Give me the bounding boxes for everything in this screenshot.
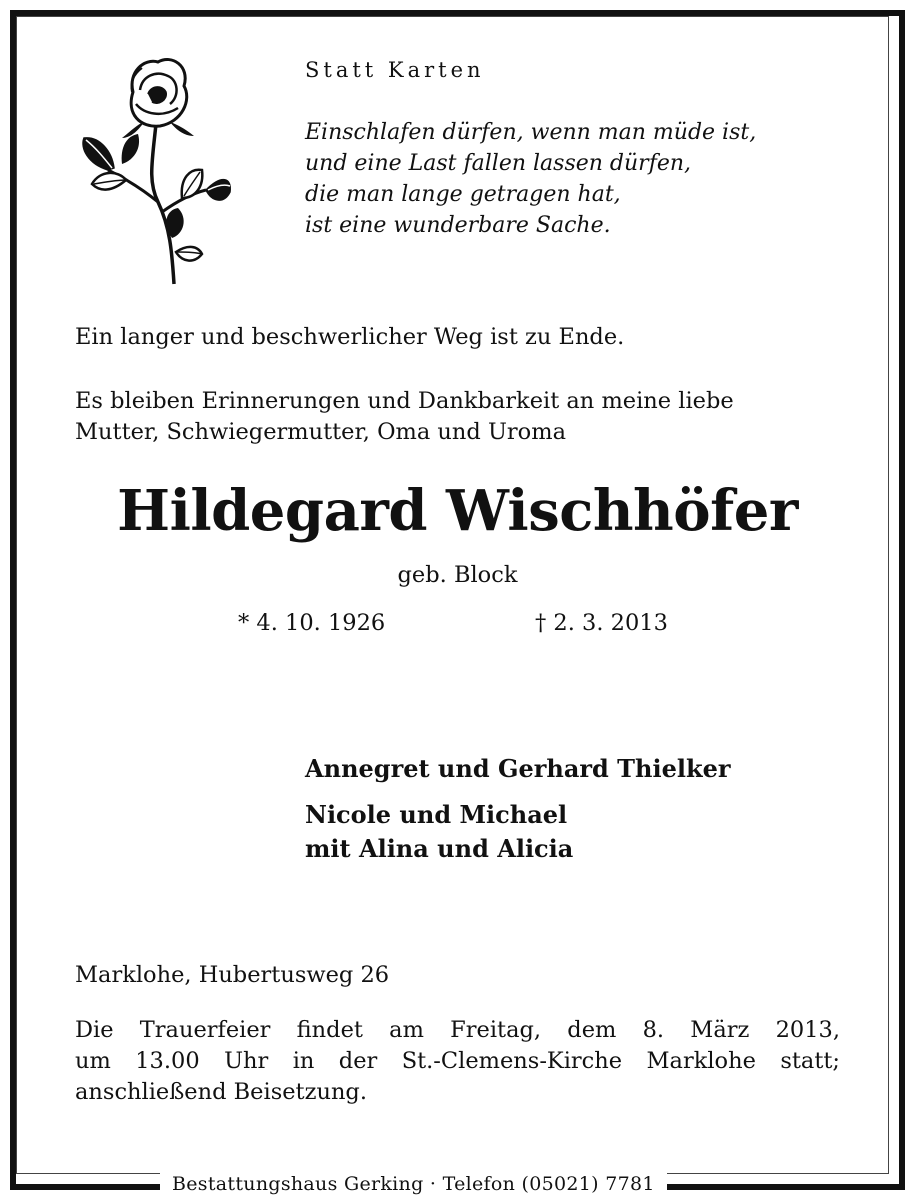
funeral-line: Die Trauerfeier findet am Freitag, dem 8. März 2013,: [75, 1017, 840, 1043]
mourners-list: [305, 752, 731, 866]
poem-line: Einschlafen dürfen, wenn man müde ist,: [305, 120, 757, 145]
intro-line: Es bleiben Erinnerungen und Dankbarkeit an meine liebe: [75, 388, 734, 414]
mourner-line: Nicole und Michael: [305, 800, 568, 829]
mourner-line: Annegret und Gerhard Thielker: [305, 754, 731, 783]
deceased-name: Hildegard Wischhöfer: [117, 478, 798, 544]
mourner-spacer: [305, 786, 731, 798]
death-date: † 2. 3. 2013: [535, 610, 668, 636]
poem: [305, 117, 756, 241]
poem-line: und eine Last fallen lassen dürfen,: [305, 151, 692, 176]
address: Marklohe, Hubertusweg 26: [75, 962, 390, 988]
poem-line: ist eine wunderbare Sache.: [305, 213, 611, 238]
funeral-line: anschließend Beisetzung.: [75, 1079, 367, 1105]
maiden-name: geb. Block: [397, 562, 518, 588]
funeral-details: [75, 1015, 840, 1108]
funeral-line: um 13.00 Uhr in der St.-Clemens-Kirche Marklohe statt;: [75, 1048, 840, 1074]
birth-date: * 4. 10. 1926: [238, 610, 386, 636]
statt-karten-label: Statt Karten: [305, 58, 485, 82]
rose-icon: [78, 52, 233, 287]
poem-line: die man lange getragen hat,: [305, 182, 621, 207]
mourner-line: mit Alina und Alicia: [305, 834, 574, 863]
funeral-home-footer: Bestattungshaus Gerking · Telefon (05021) 7781: [160, 1173, 667, 1195]
intro-line: Ein langer und beschwerlicher Weg ist zu Ende.: [75, 324, 625, 350]
intro-line: Mutter, Schwiegermutter, Oma und Uroma: [75, 419, 566, 445]
intro-paragraph: [75, 386, 734, 448]
